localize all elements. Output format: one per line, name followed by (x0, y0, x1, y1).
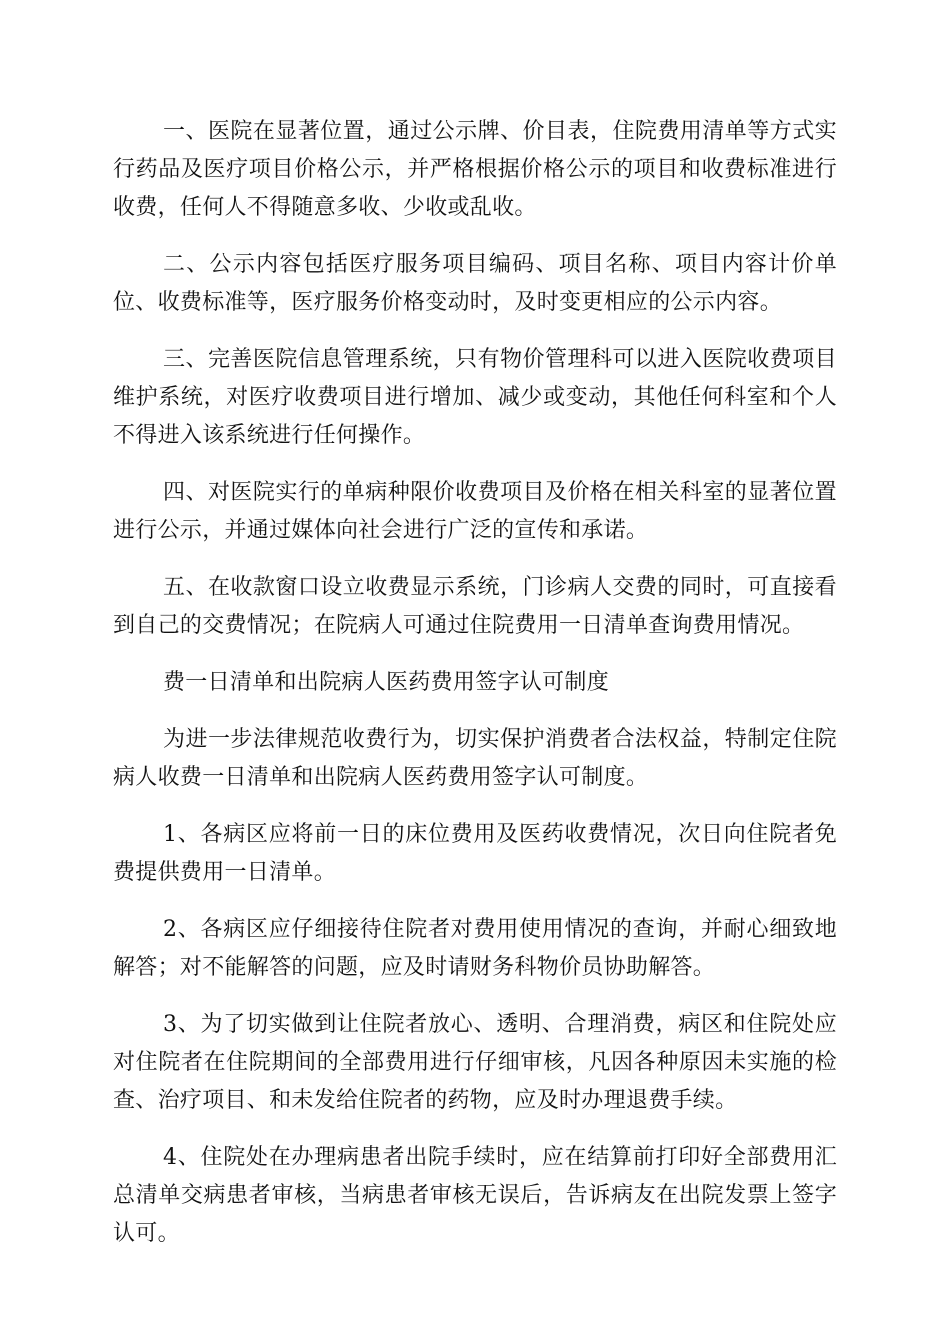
rule-item-2: 2、各病区应仔细接待住院者对费用使用情况的查询，并耐心细致地解答；对不能解答的问题，应及时请财务科物价员协助解答。 (113, 917, 837, 980)
section-heading: 费一日清单和出院病人医药费用签字认可制度 (163, 670, 610, 695)
rule-item-4: 4、住院处在办理病患者出院手续时，应在结算前打印好全部费用汇总清单交病患者审核，当病患者审核无误后，告诉病友在出院发票上签字认可。 (113, 1145, 837, 1246)
paragraph-3: 三、完善医院信息管理系统，只有物价管理科可以进入医院收费项目维护系统，对医疗收费项目进行增加、减少或变动，其他任何科室和个人不得进入该系统进行任何操作。 (113, 347, 837, 448)
paragraph-5: 五、在收款窗口设立收费显示系统，门诊病人交费的同时，可直接看到自己的交费情况；在院病人可通过住院费用一日清单查询费用情况。 (113, 575, 837, 638)
paragraph-intro: 为进一步法律规范收费行为，切实保护消费者合法权益，特制定住院病人收费一日清单和出院病人医药费用签字认可制度。 (113, 727, 837, 790)
rule-item-3: 3、为了切实做到让住院者放心、透明、合理消费，病区和住院处应对住院者在住院期间的全部费用进行仔细审核，凡因各种原因未实施的检查、治疗项目、和未发给住院者的药物，应及时办理退费手续。 (113, 1012, 837, 1113)
document-body (113, 113, 837, 1272)
paragraph-2: 二、公示内容包括医疗服务项目编码、项目名称、项目内容计价单位、收费标准等，医疗服务价格变动时，及时变更相应的公示内容。 (113, 252, 837, 315)
paragraph-4: 四、对医院实行的单病种限价收费项目及价格在相关科室的显著位置进行公示，并通过媒体向社会进行广泛的宣传和承诺。 (113, 480, 837, 543)
rule-item-1: 1、各病区应将前一日的床位费用及医药收费情况，次日向住院者免费提供费用一日清单。 (113, 822, 837, 885)
paragraph-1: 一、医院在显著位置，通过公示牌、价目表，住院费用清单等方式实行药品及医疗项目价格公示，并严格根据价格公示的项目和收费标准进行收费，任何人不得随意多收、少收或乱收。 (113, 119, 837, 220)
